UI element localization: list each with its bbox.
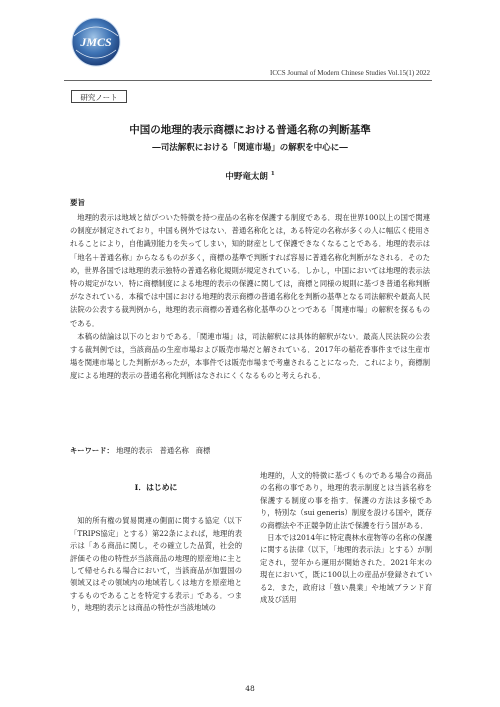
author-name: 中野竜太朗 <box>225 172 268 182</box>
body-paragraph-continued: 地理的，人文的特徴に基づくものである場合の商品の名称の事であり，地理的表示制度とは当該名称を保護する制度の事を指す．保護の方法は多様であり，特別な（sui generis）制度を設ける国や，既存の商標法や不正競争防止法で保護を行う国がある． <box>260 471 432 530</box>
abstract-body <box>70 211 430 383</box>
body-paragraph: 日本では2014年に特定農林水産物等の名称の保護に関する法律（以下，「地理的表示法」とする）が制定され，翌年から運用が開始された．2021年末の現在において，既に100以上の産品が登録されている2．また，政府は「強い農業」や地域ブランド育成及び活用 <box>260 533 432 605</box>
author-line <box>0 170 500 182</box>
header-rule <box>64 80 432 81</box>
keyword: 普通名称 <box>159 446 189 455</box>
keywords-line <box>70 446 210 456</box>
abstract-paragraph: 地理的表示は地域と結びついた特徴を持つ産品の名称を保護する制度である．現在世界100以上の国で関連の制度が制定されており，中国も例外ではない．普通名称化とは，ある特定の名称が多くの人に幅広く使用されることにより，自他識別能力を失ってしまい，知的財産として保護できなくなることである．地理的表示は「地名＋普通名称」からなるものが多く，商標の基準で判断すれば容易に普通名称化判断がなされる．そのため，世界各国では地理的表示独特の普通名称化規則が規定されている．しかし，中国においては地理的表示法特の規定がない．特に商標制度による地理的表示の保護に関しては，商標と同様の規則に基づき普通名称判断がなされている．本稿では中国における地理的表示商標の普通名称化を判断の基準となる司法解釈や最高人民法院の公表する裁判例から，地理的表示商標の普通名称化基準のひとつである「関連市場」の解釈を探るものである． <box>70 213 430 328</box>
author-footnote-mark: 1 <box>270 171 275 178</box>
abstract-paragraph: 本稿の結論は以下のとおりである．「関連市場」は，司法解釈には具体的解釈がない．最高人民法院の公表する裁判例では，当該商品の生産市場および販売市場だと解されている．2017年の稲花香事件までは生産市場を関連市場とした判断があったが，本事件では販売市場まで考慮されることになった．これにより，商標制度による地理的表示の普通名称化判断はなされにくくなるものと考えられる． <box>70 331 430 381</box>
article-subtitle: ―司法解釈における「関連市場」の解釈を中心に― <box>152 143 348 153</box>
logo-text: JMCS <box>80 35 112 49</box>
keyword: 地理的表示 <box>116 446 153 455</box>
section-heading: I．はじめに <box>134 483 178 492</box>
body-column-right <box>260 470 432 606</box>
page-number: 48 <box>245 684 255 693</box>
journal-name: ICCS Journal of Modern Chinese Studies Vol.15(1) 2022 <box>270 69 430 77</box>
abstract-heading: 要旨 <box>70 198 85 207</box>
keyword: 商標 <box>195 446 211 455</box>
keywords-label: キーワード： <box>70 446 114 455</box>
body-column-left <box>70 482 242 615</box>
journal-logo <box>64 10 128 72</box>
article-category-label: 研究ノート <box>71 90 127 103</box>
article-title: 中国の地理的表示商標における普通名称の判断基準 <box>129 124 371 136</box>
body-paragraph: 知的所有権の貿易関連の側面に関する協定（以下「TRIPS協定」とする）第22条によれば，地理的表示は「ある商品に関し，その確立した品質，社会的評価その他の特性が当該商品の地理的原産地に主として帰せられる場合において，当該商品が加盟国の領域又はその領域内の地域若しくは地方を原産地とするものであることを特定する表示」である．つまり，地理的表示とは商品の特性が当該地域の <box>70 516 242 613</box>
